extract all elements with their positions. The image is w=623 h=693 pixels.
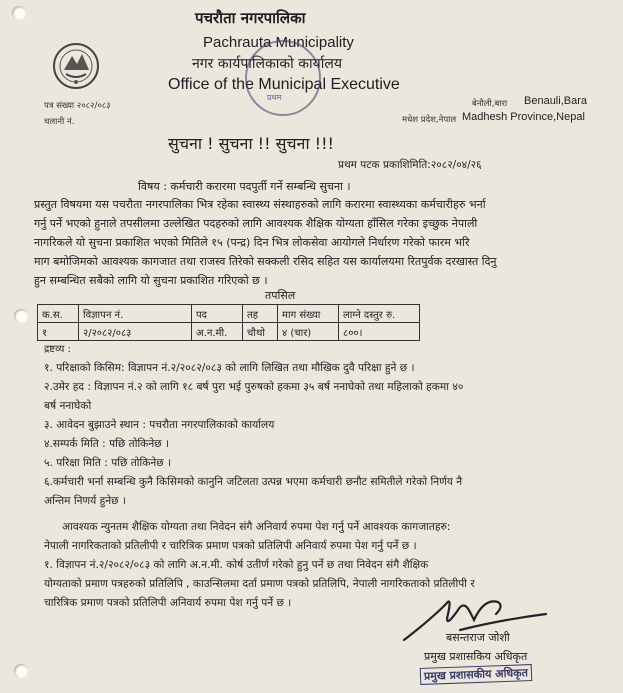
vacancy-table [37, 304, 420, 341]
table-cell: अ.न.मी. [192, 323, 243, 341]
document-line: योग्यताको प्रमाण पत्रहरुको प्रतिलिपि , काउन्सिलमा दर्ता प्रमाण पत्रको प्रतिलिपि, नेपाली नागरिकताको प्रतिलीपी र [44, 578, 475, 590]
office-seal-text: प्रथम [267, 93, 282, 102]
document-line: चारित्रिक प्रमाण पत्रको प्रतिलिपी अनिवार्य रुपमा पेश गर्नु पर्ने छ । [44, 597, 292, 609]
note-line: २.उमेर हद : विज्ञापन नं.२ को लागि १८ बर्ष पुरा भई पुरुषको हकमा ३५ बर्ष ननाघेको तथा महिलाको हकमा ४० [44, 381, 464, 393]
table-cell: १ [38, 323, 79, 341]
table-cell: चौथो [243, 323, 278, 341]
table-cell: ८००। [339, 323, 420, 341]
first-published-date: प्रथम पटक प्रकाशिमिति:२०८२/०४/२६ [338, 159, 482, 171]
nepal-emblem-icon [52, 42, 100, 90]
address-np-2: मधेश प्रदेश,नेपाल [402, 115, 457, 125]
paragraph-line: माग बमोजिमको आवश्यक कागजात तथा राजस्व तिरेको सक्कली रसिद सहित यस कार्यालयमा रितपुर्वक दरखास्त दिनु [34, 255, 497, 268]
signatory-title: प्रमुख प्रशासकिय अधिकृत [424, 650, 528, 663]
paragraph-line: प्रस्तुत विषयमा यस पचरौता नगरपालिका भित्र रहेका स्वास्थ्य संस्थाहरुको लागि करारमा स्वास्थ्यका कर्मचारीहरु भर्ना [34, 198, 486, 211]
notice-title: सुचना ! सुचना !! सुचना !!! [168, 134, 334, 153]
note-line: अन्तिम निणर्य हुनेछ । [44, 495, 126, 507]
municipality-name-en: Pachrauta Municipality [203, 34, 354, 51]
note-line: ५. परिक्षा मिति : पछि तोकिनेछ । [44, 457, 172, 469]
note-line: ४.सम्पर्क मिति : पछि तोकिनेछ । [44, 438, 170, 450]
office-name-en: Office of the Municipal Executive [168, 76, 400, 93]
document-line: नेपाली नागरिकताको प्रतिलीपी र चारित्रिक प्रमाण पत्रको प्रतिलिपी अनिवार्य रुपमा पेश गर्नु पर्ने छ । [44, 540, 417, 552]
signatory-stamp: प्रमुख प्रशासकीय अधिकृत [420, 664, 532, 685]
note-line: ३. आवेदन बुझाउने स्थान : पचरौता नगरपालिकाको कार्यालय [44, 419, 275, 431]
punch-hole-top [12, 6, 26, 20]
office-name-np: नगर कार्यपालिकाको कार्यालय [192, 56, 342, 72]
table-header-cell: माग संख्या [278, 305, 339, 323]
signatory-name: बसन्तराज जोशी [446, 631, 510, 644]
table-cell: २/२०८२/०८३ [79, 323, 192, 341]
table-header-cell: पद [192, 305, 243, 323]
note-line: ६.कर्मचारी भर्ना सम्बन्धि कुनै किसिमको कानुनि जटिलता उत्पन्न भएमा कर्मचारी छनौट समितीले गरेको निर्णय नै [44, 476, 463, 488]
address-en-2: Madhesh Province,Nepal [462, 111, 585, 123]
note-line: १. परिक्षाको किसिम: विज्ञापन नं.२/२०८२/०८३ को लागि लिखित तथा मौखिक दुवै परिक्षा हुने छ । [44, 362, 415, 374]
table-row [38, 323, 420, 341]
table-header-row [38, 305, 420, 323]
note-line: बर्ष ननाघेको [44, 400, 92, 412]
notice-subject: विषय : कर्मचारी करारमा पदपुर्ती गर्ने सम्बन्धि सुचना । [138, 180, 351, 193]
paragraph-line: गर्नु पर्ने भएको हुनाले तपसीलमा उल्लेखित पदहरुको लागि आवश्यक शैक्षिक योग्यता हाँसिल गरेका इच्छुक नेपाली [34, 217, 478, 230]
punch-hole-bottom [14, 664, 28, 678]
table-header-cell: लाग्ने दस्तुर रु. [339, 305, 420, 323]
address-np-1: बेनौली,बारा [472, 99, 508, 109]
punch-hole-middle [14, 309, 28, 323]
address-en-1: Benauli,Bara [524, 95, 587, 107]
notice-paragraph [34, 195, 609, 290]
paragraph-line: हुन सम्बन्धित सबैको लागि यो सुचना प्रकाशित गरिएको छ । [34, 274, 268, 287]
notes-section [44, 340, 463, 511]
notes-heading: द्रष्टव्य : [44, 344, 71, 355]
table-header-cell: क.स. [38, 305, 79, 323]
letter-number: पत्र संख्या २०८२/०८३ [44, 101, 111, 111]
table-header-cell: विज्ञापन नं. [79, 305, 192, 323]
table-header-cell: तह [243, 305, 278, 323]
office-seal [245, 40, 321, 116]
paragraph-line: नागरिकले यो सुचना प्रकाशित भएको मितिले १५ (पन्द्र) दिन भित्र लोकसेवा आयोगले निर्धारण गरेको फारम भरि [34, 236, 470, 249]
dispatch-number: चलानी नं. [44, 117, 75, 127]
municipality-name-np: पचरौता नगरपालिका [195, 9, 306, 27]
tapsil-heading: तपसिल [265, 289, 296, 302]
document-line: १. विज्ञापन नं.२/२०८२/०८३ को लागि अ.न.मी. कोर्ष उतीर्ण गरेको हुनु पर्ने छ तथा निवेदन संगै शैक्षिक [44, 559, 429, 571]
documents-intro: आवश्यक न्युनतम शैक्षिक योग्यता तथा निवेदन संगै अनिवार्य रुपमा पेश गर्नु पर्ने आवश्यक कागजातहरु: [62, 521, 451, 533]
table-cell: ४ (चार) [278, 323, 339, 341]
